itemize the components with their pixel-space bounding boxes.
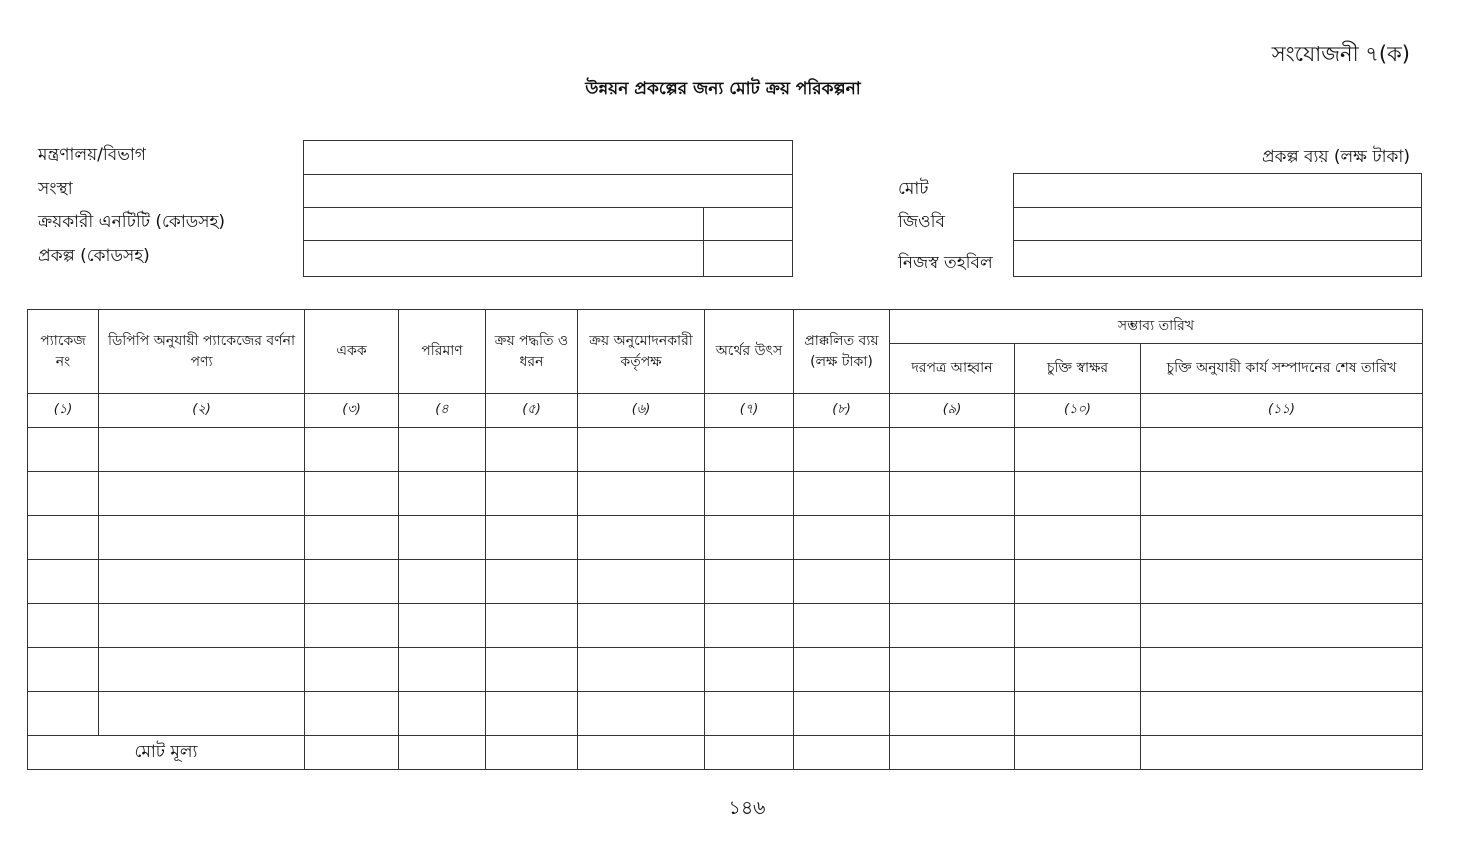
table-cell[interactable] <box>794 472 890 516</box>
table-cell[interactable] <box>99 560 305 604</box>
table-cell[interactable] <box>1015 736 1141 770</box>
table-cell[interactable] <box>99 472 305 516</box>
table-cell[interactable] <box>890 648 1015 692</box>
table-cell[interactable] <box>578 472 705 516</box>
table-cell[interactable] <box>705 428 794 472</box>
table-cell[interactable] <box>399 428 486 472</box>
table-cell[interactable] <box>1141 604 1423 648</box>
column-number: (১) <box>28 394 99 428</box>
column-number: (৭) <box>705 394 794 428</box>
table-cell[interactable] <box>399 736 486 770</box>
table-cell[interactable] <box>890 736 1015 770</box>
table-cell[interactable] <box>305 692 399 736</box>
procuring-entity-field[interactable] <box>305 208 701 239</box>
table-cell[interactable] <box>705 692 794 736</box>
table-cell[interactable] <box>1015 692 1141 736</box>
header-estimated-cost: প্রাক্কলিত ব্যয় (লক্ষ টাকা) <box>794 310 890 394</box>
column-number: (১১) <box>1141 394 1423 428</box>
table-cell[interactable] <box>705 736 794 770</box>
table-cell[interactable] <box>578 604 705 648</box>
divider <box>703 207 704 276</box>
header-package-no: প্যাকেজ নং <box>28 310 99 394</box>
table-cell[interactable] <box>28 516 99 560</box>
table-cell[interactable] <box>794 736 890 770</box>
table-row <box>28 428 1423 472</box>
column-number: (৮) <box>794 394 890 428</box>
table-cell[interactable] <box>890 428 1015 472</box>
table-cell[interactable] <box>1015 516 1141 560</box>
table-cell[interactable] <box>705 604 794 648</box>
table-cell[interactable] <box>305 560 399 604</box>
table-row <box>28 516 1423 560</box>
column-number: (১০) <box>1015 394 1141 428</box>
table-cell[interactable] <box>578 648 705 692</box>
table-cell[interactable] <box>890 604 1015 648</box>
table-cell[interactable] <box>399 648 486 692</box>
own-fund-cost-field[interactable] <box>1015 241 1420 275</box>
header-description: ডিপিপি অনুযায়ী প্যাকেজের বর্ণনা পণ্য <box>99 310 305 394</box>
column-number: (৪ <box>399 394 486 428</box>
table-cell[interactable] <box>1141 736 1423 770</box>
table-cell[interactable] <box>794 560 890 604</box>
table-cell[interactable] <box>305 472 399 516</box>
project-code-field[interactable] <box>705 241 791 275</box>
table-cell[interactable] <box>705 516 794 560</box>
total-label: মোট <box>898 179 929 199</box>
procuring-entity-label: ক্রয়কারী এনটিটি (কোডসহ) <box>38 212 226 232</box>
agency-field[interactable] <box>305 175 791 206</box>
agency-label: সংস্থা <box>38 179 73 199</box>
table-cell[interactable] <box>99 692 305 736</box>
table-cell[interactable] <box>486 472 578 516</box>
table-cell[interactable] <box>399 516 486 560</box>
column-number: (২) <box>99 394 305 428</box>
header-unit: একক <box>305 310 399 394</box>
table-cell[interactable] <box>794 428 890 472</box>
ministry-label: মন্ত্রণালয়/বিভাগ <box>38 145 146 165</box>
header-probable-dates: সম্ভাব্য তারিখ <box>890 310 1423 344</box>
column-number: (৬) <box>578 394 705 428</box>
table-cell[interactable] <box>1141 516 1423 560</box>
table-cell[interactable] <box>890 560 1015 604</box>
ministry-field[interactable] <box>305 142 791 173</box>
table-cell[interactable] <box>99 516 305 560</box>
table-cell[interactable] <box>486 428 578 472</box>
own-fund-label: নিজস্ব তহবিল <box>898 253 993 273</box>
table-row <box>28 604 1423 648</box>
table-cell[interactable] <box>28 560 99 604</box>
table-row <box>28 692 1423 736</box>
table-cell[interactable] <box>486 648 578 692</box>
table-cell[interactable] <box>1141 692 1423 736</box>
header-completion-date: চুক্তি অনুযায়ী কার্য সম্পাদনের শেষ তারিখ <box>1141 344 1423 394</box>
table-cell[interactable] <box>890 472 1015 516</box>
table-cell[interactable] <box>705 560 794 604</box>
table-cell[interactable] <box>1015 648 1141 692</box>
table-cell[interactable] <box>305 604 399 648</box>
header-contract-signing: চুক্তি স্বাক্ষর <box>1015 344 1141 394</box>
gob-cost-field[interactable] <box>1015 208 1420 239</box>
table-cell[interactable] <box>28 648 99 692</box>
procurement-plan-table <box>27 309 1423 770</box>
table-cell[interactable] <box>705 648 794 692</box>
table-cell[interactable] <box>794 692 890 736</box>
table-cell[interactable] <box>578 428 705 472</box>
table-cell[interactable] <box>1015 560 1141 604</box>
table-cell[interactable] <box>794 648 890 692</box>
procuring-entity-code-field[interactable] <box>705 208 791 239</box>
table-cell[interactable] <box>794 516 890 560</box>
column-number: (৩) <box>305 394 399 428</box>
table-cell[interactable] <box>486 560 578 604</box>
table-cell[interactable] <box>99 648 305 692</box>
table-cell[interactable] <box>1015 604 1141 648</box>
table-cell[interactable] <box>1015 428 1141 472</box>
header-tender-invitation: দরপত্র আহ্বান <box>890 344 1015 394</box>
table-cell[interactable] <box>399 604 486 648</box>
table-cell[interactable] <box>486 736 578 770</box>
total-value-label: মোট মূল্য <box>28 736 305 770</box>
table-cell[interactable] <box>28 692 99 736</box>
table-cell[interactable] <box>890 516 1015 560</box>
table-cell[interactable] <box>399 472 486 516</box>
table-row <box>28 560 1423 604</box>
column-number: (৯) <box>890 394 1015 428</box>
table-cell[interactable] <box>890 692 1015 736</box>
table-cell[interactable] <box>1015 472 1141 516</box>
table-cell[interactable] <box>705 472 794 516</box>
gob-label: জিওবি <box>898 212 945 232</box>
project-cost-label: প্রকল্প ব্যয় (লক্ষ টাকা) <box>1261 147 1410 167</box>
table-cell[interactable] <box>305 428 399 472</box>
table-cell[interactable] <box>578 736 705 770</box>
table-cell[interactable] <box>305 648 399 692</box>
table-cell[interactable] <box>1141 472 1423 516</box>
table-cell[interactable] <box>305 516 399 560</box>
page-number: ১৪৬ <box>728 797 766 819</box>
table-cell[interactable] <box>28 472 99 516</box>
table-cell[interactable] <box>578 516 705 560</box>
table-cell[interactable] <box>1141 648 1423 692</box>
table-cell[interactable] <box>486 516 578 560</box>
table-row <box>28 648 1423 692</box>
table-cell[interactable] <box>305 736 399 770</box>
annex-label: সংযোজনী ৭(ক) <box>1271 42 1410 66</box>
table-cell[interactable] <box>578 692 705 736</box>
total-cost-field[interactable] <box>1015 175 1420 206</box>
table-cell[interactable] <box>486 604 578 648</box>
table-cell[interactable] <box>399 692 486 736</box>
header-method: ক্রয় পদ্ধতি ও ধরন <box>486 310 578 394</box>
table-cell[interactable] <box>794 604 890 648</box>
project-field[interactable] <box>305 241 701 275</box>
column-number: (৫) <box>486 394 578 428</box>
table-cell[interactable] <box>1141 428 1423 472</box>
table-cell[interactable] <box>578 560 705 604</box>
header-approving-authority: ক্রয় অনুমোদনকারী কর্তৃপক্ষ <box>578 310 705 394</box>
header-fund-source: অর্থের উৎস <box>705 310 794 394</box>
page-title: উন্নয়ন প্রকল্পের জন্য মোট ক্রয় পরিকল্পনা <box>585 79 861 99</box>
table-cell[interactable] <box>99 428 305 472</box>
project-label: প্রকল্প (কোডসহ) <box>38 246 150 266</box>
table-cell[interactable] <box>486 692 578 736</box>
table-cell[interactable] <box>99 604 305 648</box>
table-cell[interactable] <box>1141 560 1423 604</box>
table-cell[interactable] <box>399 560 486 604</box>
header-quantity: পরিমাণ <box>399 310 486 394</box>
table-cell[interactable] <box>28 428 99 472</box>
table-row <box>28 472 1423 516</box>
table-cell[interactable] <box>28 604 99 648</box>
total-row <box>28 736 1423 770</box>
